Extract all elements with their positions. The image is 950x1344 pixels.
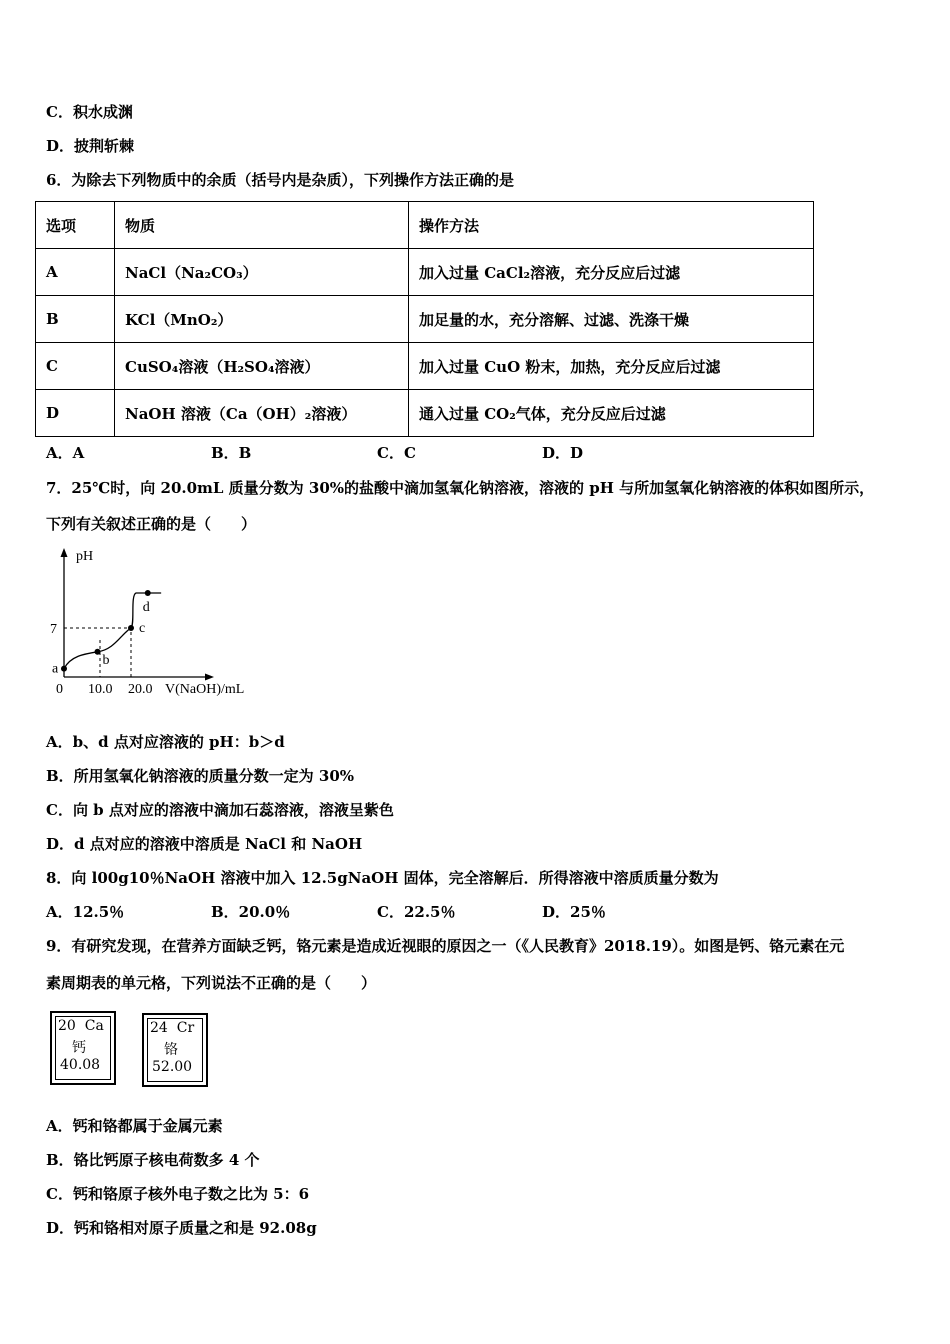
q8-option-b: B．20.0％ xyxy=(211,903,291,921)
element-cell-calcium xyxy=(50,1011,116,1085)
data-point-label-d: d xyxy=(142,600,150,615)
data-point-a xyxy=(61,666,67,672)
data-point-label-a: a xyxy=(52,661,59,677)
atomic-mass: 40.08 xyxy=(60,1057,101,1073)
table-header-row xyxy=(36,202,814,249)
data-point-label-b: b xyxy=(102,652,110,668)
atomic-number: 20 xyxy=(58,1018,76,1034)
table-cell: D xyxy=(36,390,115,437)
element-symbol: Cr xyxy=(176,1020,195,1036)
q7-option-d: D．d 点对应的溶液中溶质是 NaCl 和 NaOH xyxy=(46,835,363,853)
table-cell: 加入过量 CuO 粉末，加热，充分反应后过滤 xyxy=(409,343,814,390)
table-cell: KCl（MnO₂） xyxy=(115,296,409,343)
q9-stem-line1: 9．有研究发现，在营养方面缺乏钙，铬元素是造成近视眼的原因之一（《人民教育》2018.19）。如图是钙、铬元素在元 xyxy=(46,937,845,955)
header-cell: 物质 xyxy=(115,202,409,249)
q7-stem-line2: 下列有关叙述正确的是（ ） xyxy=(46,515,257,533)
element-cell-chromium xyxy=(142,1013,208,1087)
x-tick-label: 10.0 xyxy=(88,682,113,697)
data-point-label-c: c xyxy=(139,621,146,636)
element-name: 钙 xyxy=(72,1040,86,1056)
y-axis-label: pH xyxy=(76,549,94,564)
table-row xyxy=(36,296,814,343)
data-point-b xyxy=(95,649,101,655)
q5-option-c: C．积水成渊 xyxy=(46,103,133,121)
q7-stem-line1: 7．25℃时，向 20.0mL 质量分数为 30%的盐酸中滴加氢氧化钠溶液，溶液的 pH 与所加氢氧化钠溶液的体积如图所示， xyxy=(46,479,875,497)
q6-table xyxy=(35,201,814,437)
q8-stem: 8．向 l00g10％NaOH 溶液中加入 12.5gNaOH 固体，完全溶解后．所得溶液中溶质质量分数为 xyxy=(46,869,719,887)
table-row xyxy=(36,249,814,296)
table-row xyxy=(36,343,814,390)
header-cell: 操作方法 xyxy=(409,202,814,249)
table-cell: NaOH 溶液（Ca（OH）₂溶液） xyxy=(115,390,409,437)
q7-option-a: A．b、d 点对应溶液的 pH：b＞d xyxy=(46,733,285,751)
element-symbol: Ca xyxy=(84,1018,104,1034)
q9-option-a: A．钙和铬都属于金属元素 xyxy=(46,1117,223,1135)
table-row xyxy=(36,390,814,437)
q6-option-a: A．A xyxy=(46,444,85,462)
element-number-symbol xyxy=(58,1018,104,1034)
atomic-mass: 52.00 xyxy=(152,1059,193,1075)
q8-option-a: A．12.5％ xyxy=(46,903,125,921)
table-cell: NaCl（Na₂CO₃） xyxy=(115,249,409,296)
q9-option-c: C．钙和铬原子核外电子数之比为 5：6 xyxy=(46,1185,310,1203)
ph-titration-chart xyxy=(40,540,280,705)
element-name: 铬 xyxy=(164,1042,178,1058)
x-axis-label: V(NaOH)/mL xyxy=(165,682,245,697)
q5-option-d: D．披荆斩棘 xyxy=(46,137,135,155)
q6-option-d: D．D xyxy=(542,444,584,462)
data-point-d xyxy=(145,590,151,596)
q7-option-b: B．所用氢氧化钠溶液的质量分数一定为 30% xyxy=(46,767,355,785)
table-cell: CuSO₄溶液（H₂SO₄溶液） xyxy=(115,343,409,390)
q9-option-d: D．钙和铬相对原子质量之和是 92.08g xyxy=(46,1219,317,1237)
y-tick-label: 7 xyxy=(50,622,57,637)
table-cell: 加入过量 CaCl₂溶液，充分反应后过滤 xyxy=(409,249,814,296)
q9-option-b: B．铬比钙原子核电荷数多 4 个 xyxy=(46,1151,260,1169)
q8-option-c: C．22.5％ xyxy=(377,903,456,921)
x-tick-label: 20.0 xyxy=(128,682,153,697)
y-axis-arrow xyxy=(61,548,68,557)
x-axis-arrow xyxy=(205,674,214,681)
q6-option-b: B．B xyxy=(211,444,252,462)
atomic-number: 24 xyxy=(150,1020,168,1036)
table-cell: 通入过量 CO₂气体，充分反应后过滤 xyxy=(409,390,814,437)
table-cell: C xyxy=(36,343,115,390)
element-number-symbol xyxy=(150,1020,194,1036)
q8-option-d: D．25％ xyxy=(542,903,606,921)
table-cell: 加足量的水，充分溶解、过滤、洗涤干燥 xyxy=(409,296,814,343)
table-cell: A xyxy=(36,249,115,296)
q6-stem: 6．为除去下列物质中的余质（括号内是杂质），下列操作方法正确的是 xyxy=(46,171,514,189)
header-cell: 选项 xyxy=(36,202,115,249)
table-cell: B xyxy=(36,296,115,343)
q6-option-c: C．C xyxy=(377,444,416,462)
data-point-c xyxy=(128,625,134,631)
x-tick-label: 0 xyxy=(56,682,63,697)
q9-stem-line2: 素周期表的单元格，下列说法不正确的是（ ） xyxy=(46,974,377,992)
q7-option-c: C．向 b 点对应的溶液中滴加石蕊溶液，溶液呈紫色 xyxy=(46,801,394,819)
